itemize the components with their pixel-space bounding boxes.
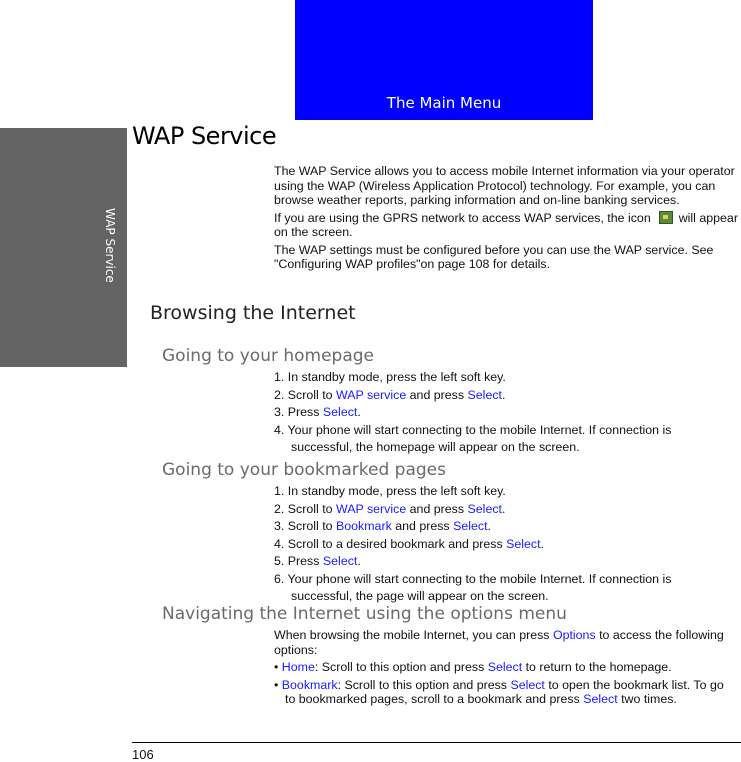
option-item xyxy=(274,678,736,707)
ui-term: Select xyxy=(467,501,502,516)
footer-rule xyxy=(132,742,741,743)
option-item xyxy=(274,660,736,675)
text: 2. Scroll to xyxy=(274,501,336,516)
ui-term: Select xyxy=(322,405,358,419)
text: . xyxy=(357,405,361,419)
text: . xyxy=(501,387,506,402)
text: 4. Scroll to a desired bookmark and press xyxy=(274,536,507,551)
step-line xyxy=(274,440,740,455)
text: . xyxy=(501,501,506,516)
text: . xyxy=(487,519,491,533)
ui-term: Select xyxy=(322,554,358,568)
text: 4. Your phone will start connecting to the mobile Internet. If connection is xyxy=(274,422,672,437)
subheading-options-menu: Navigating the Internet using the options menu xyxy=(162,604,567,624)
step-line xyxy=(274,502,740,517)
text: • xyxy=(274,677,282,692)
gprs-icon xyxy=(659,211,673,224)
options-text xyxy=(274,628,736,710)
gprs-paragraph xyxy=(274,211,740,240)
banner-label: The Main Menu xyxy=(386,94,502,112)
text: • xyxy=(274,660,282,674)
text: successful, the homepage will appear on the screen. xyxy=(291,440,580,454)
ui-term: Bookmark xyxy=(335,519,392,533)
text: and press xyxy=(406,501,468,516)
text: 1. In standby mode, press the left soft key. xyxy=(274,370,506,384)
step-line xyxy=(274,405,740,420)
page-title: WAP Service xyxy=(132,122,277,150)
text: 3. Press xyxy=(274,405,323,419)
text: 1. In standby mode, press the left soft key. xyxy=(274,484,506,498)
ui-term: Options xyxy=(552,628,596,642)
text: 6. Your phone will start connecting to the mobile Internet. If connection is xyxy=(274,571,672,586)
bookmark-steps xyxy=(274,484,740,607)
text: 2. Scroll to xyxy=(274,387,336,402)
page-number: 106 xyxy=(132,747,154,762)
text: and press xyxy=(406,387,468,402)
text: to open the bookmark list. To go to bookmarked pages, scroll to a bookmark and press xyxy=(285,677,724,706)
ui-term: Select xyxy=(506,536,541,551)
text: two times. xyxy=(617,692,677,706)
step-line xyxy=(274,370,740,385)
ui-term: Select xyxy=(510,677,545,692)
text: 5. Press xyxy=(274,554,323,568)
subheading-homepage: Going to your homepage xyxy=(162,346,375,366)
text: : Scroll to this option and press xyxy=(314,660,488,674)
ui-term: Select xyxy=(487,660,523,674)
intro-text xyxy=(274,164,740,275)
step-line xyxy=(274,484,740,499)
options-intro xyxy=(274,628,736,657)
side-tab-label: WAP Service xyxy=(103,208,117,283)
ui-term: WAP service xyxy=(335,501,407,516)
text: 3. Scroll to xyxy=(274,519,336,533)
ui-term: Select xyxy=(583,692,618,706)
chapter-side-tab xyxy=(0,128,127,367)
text: and press xyxy=(391,519,454,533)
step-line xyxy=(274,554,740,569)
main-menu-banner xyxy=(295,0,593,120)
step-line xyxy=(274,589,740,604)
gprs-text-end: will appear on the screen. xyxy=(274,210,738,239)
ui-term: Home xyxy=(281,660,315,674)
text: successful, the page will appear on the screen. xyxy=(291,589,549,603)
text: to return to the homepage. xyxy=(522,660,672,674)
text: : Scroll to this option and press xyxy=(337,677,511,692)
homepage-steps xyxy=(274,370,740,458)
ui-term: Select xyxy=(467,387,502,402)
text: to access the following options: xyxy=(274,628,724,657)
ui-term: WAP service xyxy=(335,387,407,402)
text: . xyxy=(540,536,544,551)
step-line xyxy=(274,519,740,534)
options-list xyxy=(274,660,736,707)
step-line xyxy=(274,423,740,438)
step-line xyxy=(274,388,740,403)
step-line xyxy=(274,572,740,587)
ui-term: Bookmark xyxy=(281,677,338,692)
ui-term: Select xyxy=(453,519,488,533)
text: . xyxy=(357,554,361,568)
gprs-text: If you are using the GPRS network to access WAP services, the icon xyxy=(274,210,651,225)
intro-paragraph: The WAP Service allows you to access mobile Internet information via your operator using the WAP (Wireless Application Protocol) technology. For example, you can browse weather reports, parking information and on-line banking services. xyxy=(274,164,735,207)
subheading-bookmarks: Going to your bookmarked pages xyxy=(162,460,446,480)
section-heading: Browsing the Internet xyxy=(150,302,356,324)
text: When browsing the mobile Internet, you can press xyxy=(274,628,553,642)
step-line xyxy=(274,537,740,552)
settings-paragraph: The WAP settings must be configured before you can use the WAP service. See "Configuring WAP profiles"on page 108 for details. xyxy=(274,242,714,271)
